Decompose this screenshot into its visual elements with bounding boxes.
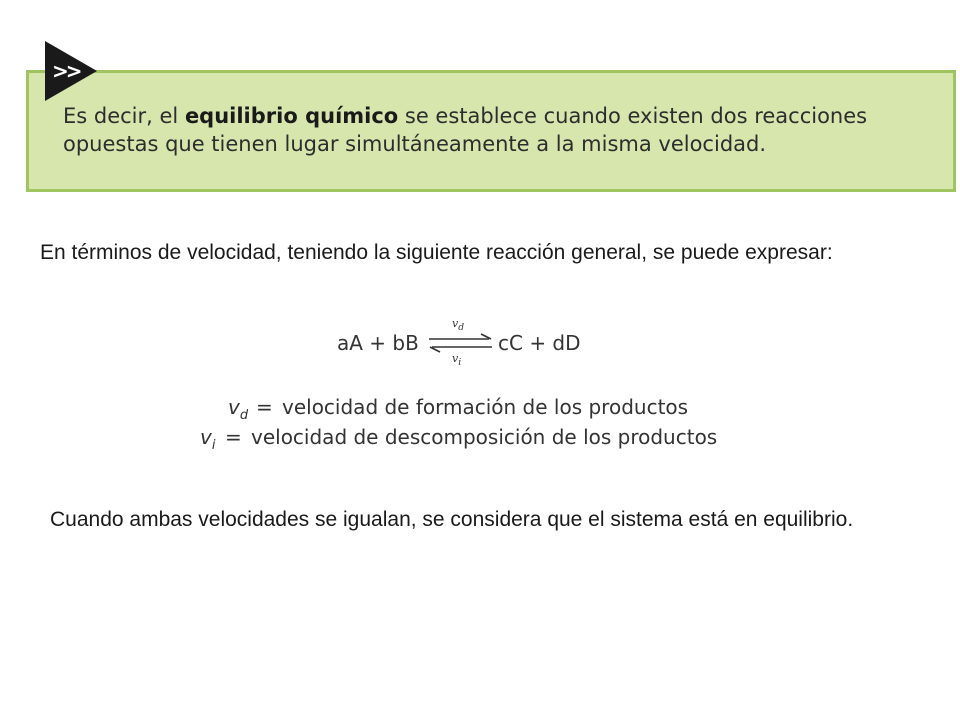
forward-rate-sub: d [458,322,465,334]
reverse-rate-symbol: v [452,352,459,365]
definition-symbol [228,395,248,423]
definition-row [196,393,736,423]
intro-paragraph: En términos de velocidad, teniendo la siguiente reacción general, se puede expresar: [40,241,833,264]
reverse-rate-label [452,352,461,368]
reaction-products: cC + dD [498,331,581,355]
reverse-rate-sub: i [458,357,462,369]
callout-text-before: Es decir, el [63,104,185,128]
symbol-sub: i [211,438,216,453]
double-chevron-icon: >> [52,59,80,83]
symbol-letter: v [200,425,212,449]
definition-row [196,423,736,453]
closing-paragraph: Cuando ambas velocidades se igualan, se considera que el sistema está en equilibrio. [50,508,854,531]
callout-text-after: se establece cuando existen dos reacciones opuestas que tienen lugar simultáneamente a la misma velocidad. [63,104,868,156]
callout-text [63,102,923,158]
reaction-reactants: aA + bB [337,331,419,355]
definition-symbol [200,425,215,453]
forward-rate-symbol: v [452,317,459,330]
definition-text: velocidad de descomposición de los productos [251,425,718,449]
definition-text: velocidad de formación de los productos [282,395,689,419]
callout-text-bold: equilibrio químico [184,104,399,128]
symbol-letter: v [228,395,240,419]
forward-rate-label [452,317,464,333]
equals-sign: = [225,425,242,449]
rate-definitions [196,393,736,453]
equals-sign: = [256,395,273,419]
symbol-sub: d [239,408,249,423]
